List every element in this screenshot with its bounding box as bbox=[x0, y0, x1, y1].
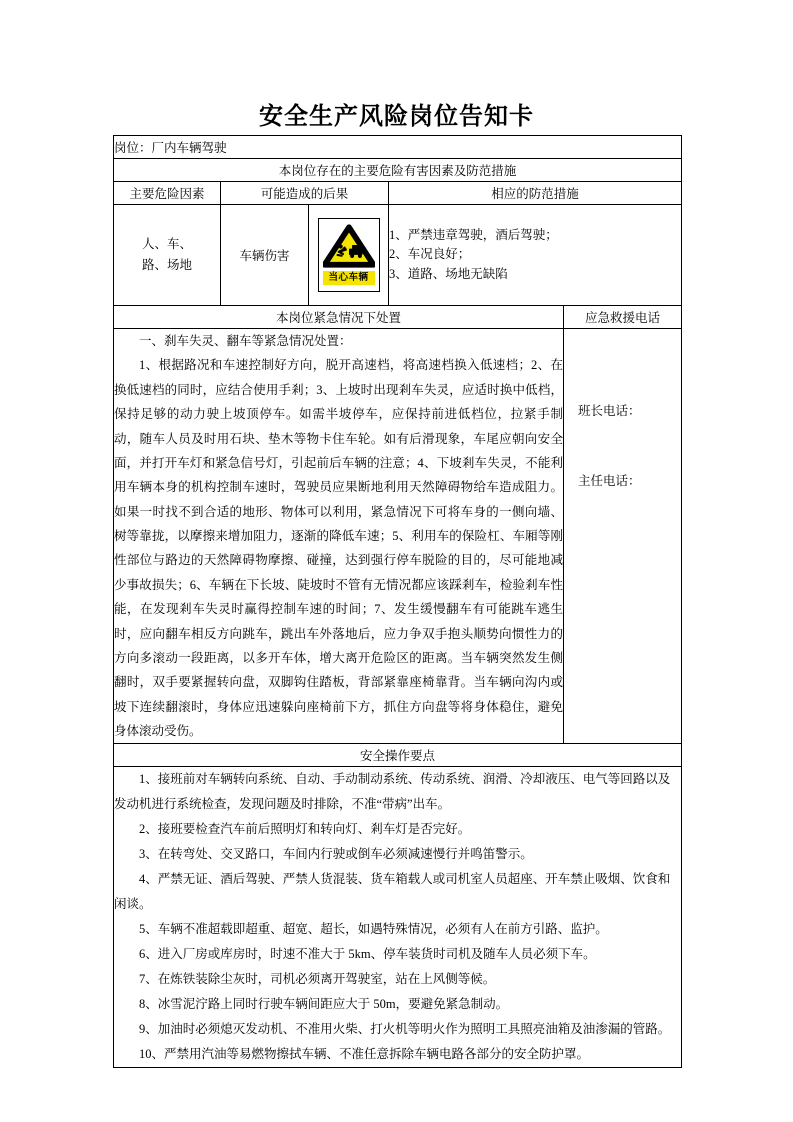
measure-item: 1、严禁违章驾驶，酒后驾驶； bbox=[389, 227, 558, 242]
post-row bbox=[114, 136, 682, 159]
hazard-measures-cell bbox=[389, 205, 682, 306]
column-header-measures: 相应的防范措施 bbox=[389, 182, 682, 205]
warning-triangle-icon bbox=[323, 224, 375, 268]
hazard-sign-cell bbox=[309, 205, 389, 306]
risk-notification-card bbox=[113, 135, 682, 1068]
hazard-column-header-row bbox=[114, 182, 682, 205]
hazard-data-row bbox=[114, 205, 682, 306]
operations-section-header: 安全操作要点 bbox=[114, 744, 682, 767]
post-label: 岗位：厂内车辆驾驶 bbox=[114, 136, 682, 159]
operation-item: 3、在转弯处、交叉路口，车间内行驶或倒车必须减速慢行并鸣笛警示。 bbox=[139, 847, 533, 862]
operation-item: 4、严禁无证、酒后驾驶、严禁人货混装、货车箱载人或司机室人员超座、开车禁止吸烟、饮食和闲谈。 bbox=[114, 872, 671, 912]
operations-header-row bbox=[114, 744, 682, 767]
emergency-body-row bbox=[114, 329, 682, 744]
operations-body-row bbox=[114, 767, 682, 1068]
hazard-consequence-cell: 车辆伤害 bbox=[221, 205, 309, 306]
operation-item: 5、车辆不准超载即超重、超宽、超长，如遇特殊情况，必须有人在前方引路、监护。 bbox=[139, 922, 608, 937]
hazard-factor-cell bbox=[114, 205, 221, 306]
emergency-phone-header: 应急救援电话 bbox=[564, 306, 682, 329]
operation-item: 2、接班要检查汽车前后照明灯和转向灯、剎车灯是否完好。 bbox=[139, 822, 471, 837]
hazard-section-header: 本岗位存在的主要危险有害因素及防范措施 bbox=[114, 159, 682, 182]
measure-item: 3、道路、场地无缺陷 bbox=[389, 266, 508, 281]
operation-item: 8、冰雪泥泞路上同时行驶车辆间距应大于 50m，要避免紧急制动。 bbox=[139, 997, 509, 1012]
hazard-section-header-row bbox=[114, 159, 682, 182]
page-title: 安全生产风险岗位告知卡 bbox=[259, 104, 534, 130]
measure-item: 2、车况良好； bbox=[389, 247, 471, 262]
emergency-phone-cell bbox=[564, 329, 682, 744]
operation-item: 7、在炼铁装除尘灰时，司机必须离开驾驶室，站在上风侧等候。 bbox=[139, 972, 496, 987]
operations-body-cell bbox=[114, 767, 682, 1068]
sign-label: 当心车辆 bbox=[323, 271, 375, 285]
column-header-consequence: 可能造成的后果 bbox=[221, 182, 389, 205]
phone-label-shift-leader: 班长电话： bbox=[578, 404, 641, 418]
column-header-factor: 主要危险因素 bbox=[114, 182, 221, 205]
operation-item: 6、进入厂房或库房时，时速不准大于 5km、停车装货时司机及随车人员必须下车。 bbox=[139, 947, 596, 962]
operation-item: 9、加油时必须熄灭发动机、不准用火柴、打火机等明火作为照明工具照亮油箱及油渗漏的管路。 bbox=[139, 1022, 671, 1037]
operation-item: 10、严禁用汽油等易燃物擦拭车辆、不准任意拆除车辆电路各部分的安全防护罩。 bbox=[139, 1047, 590, 1062]
emergency-section-header: 本岗位紧急情况下处置 bbox=[114, 306, 564, 329]
emergency-paragraph-heading: 一、刹车失灵、翻车等紧急情况处置： bbox=[139, 334, 352, 348]
emergency-paragraph-body: 1、根据路况和车速控制好方向，脱开高速档，将高速档换入低速档；2、在换低速档的同时，应结合使用手剎；3、上坡时出现剎车失灵，应适时换中低档，保持足够的动力驶上坡顶停车。如需半坡停车，应保持前进低档位，拉紧手制动，随车人员及时用石块、垫木等物卡住车轮。如有后滑现象，车尾应朝向安全面，并打开车灯和紧急信号灯，引起前后车辆的注意；4、下坡剎车失灵，不能利用车辆本身的机构控制车速时，驾驶员应果断地利用天然障碍物给车造成阻力。如果一时找不到合适的地形、物体可以利用，紧急情况下可将车身的一侧向墙、树等靠拢，以摩擦来增加阻力，逐渐的降低车速；5、利用车的保险杠、车厢等刚性部位与路边的天然障碍物摩擦、碰撞，达到强行停车脱险的目的，尽可能地减少事故损失；6、车辆在下长坡、陡坡时不管有无情况都应该踩剎车，检验剎车性能，在发现剎车失灵时赢得控制车速的时间；7、发生缓慢翻车有可能跳车逃生时，应向翻车相反方向跳车，跳出车外落地后，应力争双手抱头顺势向惯性力的方向多滚动一段距离，以多开车体，增大离开危险区的距离。当车辆突然发生侧翻时，双手要紧握转向盘，双脚钩住踏板，背部紧靠座椅靠背。当车辆向沟内或坡下连续翻滚时，身体应迅速躲向座椅前下方，抓住方向盘等将身体稳住，避免身体滚动受伤。 bbox=[114, 358, 563, 738]
hazard-factor-line-2: 路、场地 bbox=[141, 258, 192, 272]
caution-vehicles-sign bbox=[318, 218, 380, 292]
operation-item: 1、接班前对车辆转向系统、自动、手动制动系统、传动系统、润滑、冷却液压、电气等回路以及发动机进行系统检查，发现问题及时排除，不准“带病”出车。 bbox=[114, 772, 671, 812]
emergency-header-row bbox=[114, 306, 682, 329]
hazard-factor-line-1: 人、车、 bbox=[141, 237, 192, 252]
emergency-body-cell bbox=[114, 329, 564, 744]
phone-label-director: 主任电话： bbox=[578, 474, 641, 488]
